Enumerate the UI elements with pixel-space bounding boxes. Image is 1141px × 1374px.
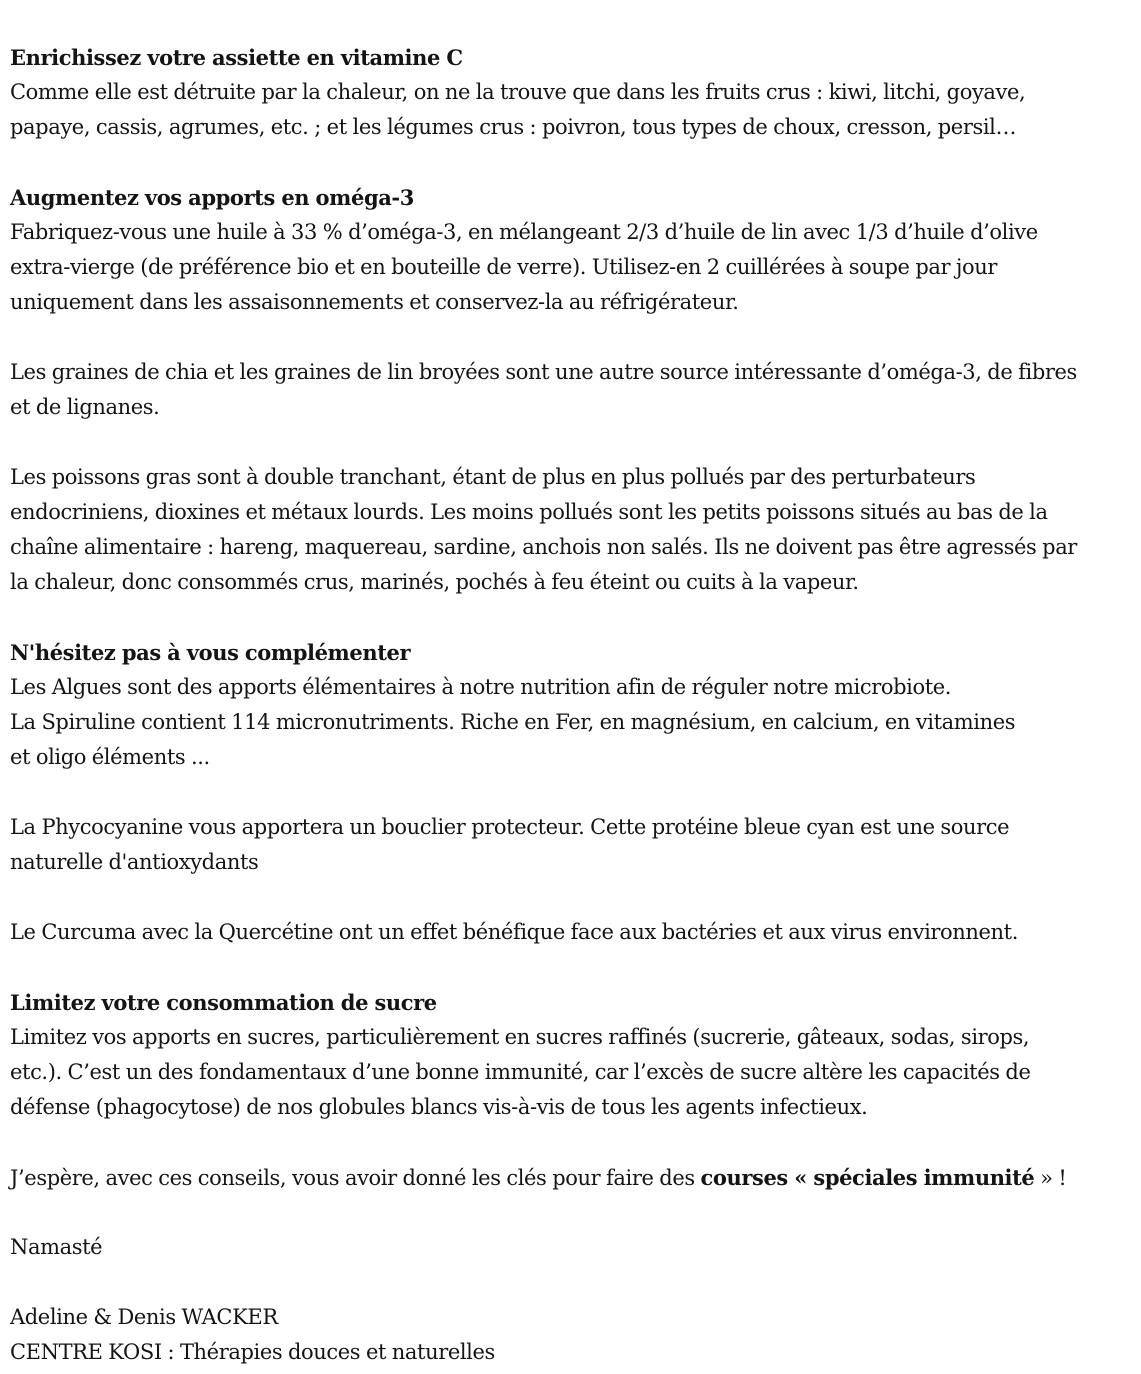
- paragraph-line: papaye, cassis, agrumes, etc. ; et les légumes crus : poivron, tous types de choux, cresson, persil…: [10, 115, 1017, 139]
- paragraph-line: défense (phagocytose) de nos globules blancs vis-à-vis de tous les agents infectieux.: [10, 1095, 868, 1119]
- paragraph-line: Les Algues sont des apports élémentaires à notre nutrition afin de réguler notre microbiote.: [10, 675, 952, 699]
- spacer: [10, 950, 1131, 985]
- spacer: [10, 1195, 1131, 1230]
- paragraph-line: et de lignanes.: [10, 395, 160, 419]
- paragraph-line: endocriniens, dioxines et métaux lourds. Les moins pollués sont les petits poissons situés au bas de la: [10, 500, 1048, 524]
- signature-org: CENTRE KOSI : Thérapies douces et naturelles: [10, 1340, 495, 1364]
- paragraph-line: Limitez vos apports en sucres, particulièrement en sucres raffinés (sucrerie, gâteaux, sodas, sirops,: [10, 1025, 1030, 1049]
- paragraph-line: chaîne alimentaire : hareng, maquereau, sardine, anchois non salés. Ils ne doivent pas être agressés par: [10, 535, 1077, 559]
- paragraph-line: naturelle d'antioxydants: [10, 850, 259, 874]
- signature-name: Adeline & Denis WACKER: [10, 1305, 278, 1329]
- paragraph-line: Les graines de chia et les graines de lin broyées sont une autre source intéressante d’oméga-3, de fibres: [10, 360, 1077, 384]
- paragraph-line: etc.). C’est un des fondamentaux d’une bonne immunité, car l’excès de sucre altère les capacités de: [10, 1060, 1031, 1084]
- heading-supplements: N'hésitez pas à vous complémenter: [10, 640, 411, 665]
- paragraph-line: et oligo éléments ...: [10, 745, 210, 769]
- closing-sentence: [10, 1160, 1131, 1195]
- closing-emphasis: courses « spéciales immunité: [700, 1165, 1035, 1190]
- spacer: [10, 600, 1131, 635]
- spacer: [10, 145, 1131, 180]
- paragraph-line: extra-vierge (de préférence bio et en bouteille de verre). Utilisez-en 2 cuillérées à soupe par jour: [10, 255, 998, 279]
- spacer: [10, 775, 1131, 810]
- spacer: [10, 1125, 1131, 1160]
- paragraph-line: Fabriquez-vous une huile à 33 % d’oméga-3, en mélangeant 2/3 d’huile de lin avec 1/3 d’huile d’olive: [10, 220, 1038, 244]
- spacer: [10, 1265, 1131, 1300]
- paragraph-line: la chaleur, donc consommés crus, marinés, pochés à feu éteint ou cuits à la vapeur.: [10, 570, 859, 594]
- heading-vitamin-c: Enrichissez votre assiette en vitamine C: [10, 45, 463, 70]
- paragraph-line: La Phycocyanine vous apportera un bouclier protecteur. Cette protéine bleue cyan est une source: [10, 815, 1010, 839]
- heading-omega-3: Augmentez vos apports en oméga-3: [10, 185, 414, 210]
- spacer: [10, 425, 1131, 460]
- paragraph-line: Les poissons gras sont à double tranchant, étant de plus en plus pollués par des perturbateurs: [10, 465, 976, 489]
- article-body: [10, 40, 1131, 1370]
- paragraph-line: uniquement dans les assaisonnements et conservez-la au réfrigérateur.: [10, 290, 739, 314]
- paragraph-line: Le Curcuma avec la Quercétine ont un effet bénéfique face aux bactéries et aux virus environnent.: [10, 920, 1018, 944]
- heading-sugar: Limitez votre consommation de sucre: [10, 990, 437, 1015]
- greeting: Namasté: [10, 1235, 103, 1259]
- closing-text-after: » !: [1034, 1166, 1067, 1190]
- paragraph-line: La Spiruline contient 114 micronutriments. Riche en Fer, en magnésium, en calcium, en vitamines: [10, 710, 1016, 734]
- paragraph-line: Comme elle est détruite par la chaleur, on ne la trouve que dans les fruits crus : kiwi, litchi, goyave,: [10, 80, 1026, 104]
- closing-text-before: J’espère, avec ces conseils, vous avoir donné les clés pour faire des: [10, 1166, 701, 1190]
- spacer: [10, 320, 1131, 355]
- spacer: [10, 880, 1131, 915]
